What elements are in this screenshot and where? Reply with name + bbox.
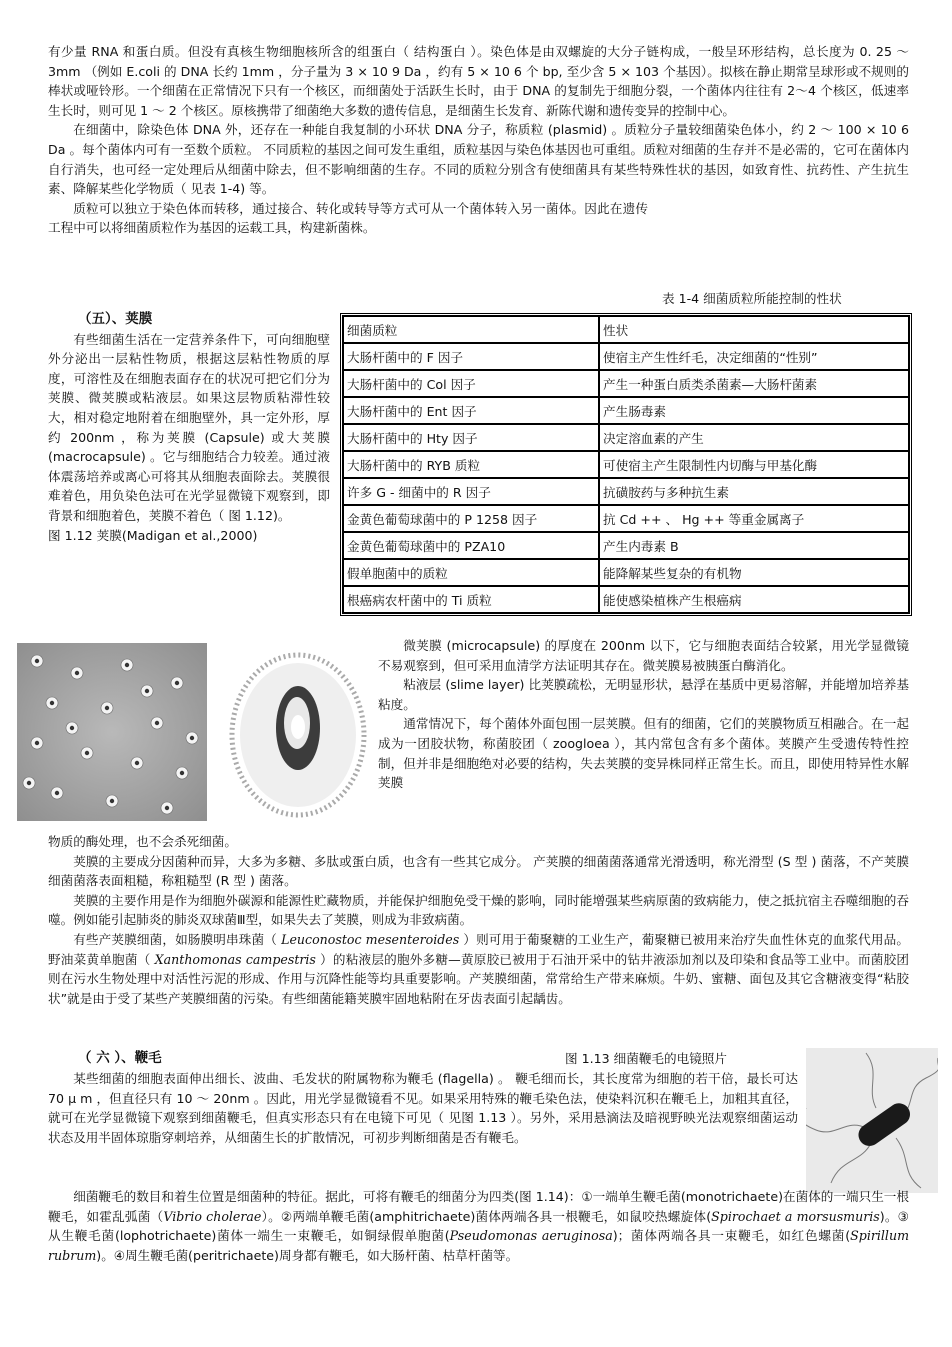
bacterial-cell bbox=[55, 791, 59, 795]
table-row bbox=[343, 559, 909, 586]
species-spirillum: Spirillum rubrum bbox=[48, 1228, 910, 1263]
bacterial-cell bbox=[125, 663, 129, 667]
capsule-photo-negative-stain bbox=[17, 643, 207, 821]
trait-cell: 性状 bbox=[599, 316, 909, 343]
plasmid-cell: 细菌质粒 bbox=[343, 316, 599, 343]
bacterial-cell bbox=[145, 689, 149, 693]
paragraph-capsule-industry: 有些产荚膜细菌，如肠膜明串珠菌（ Leuconostoc mesenteroides ）则可用于葡聚糖的工业生产，葡聚糖已被用来治疗失血性休克的血浆代用品。野油菜黄单胞菌（ Xanthomonas campestris ）的粘液层的胞外多糖—黄原胶已被用于石油开采中的钻井液添加剂以及印染和食品等工业中。而菌胶团则在污水生物处理中对活性污泥的形成、作用与沉降性能等均具重要影响。产荚膜细菌，常常给生产带来麻烦。牛奶、蜜糖、面包及其它含糖液变得“粘胶状”就是由于受了某些产荚膜细菌的污染。有些细菌能籍荚膜牢固地粘附在牙齿表面引起龋齿。 bbox=[48, 931, 909, 1006]
paragraph-capsule-function: 荚膜的主要作用是作为细胞外碳源和能源性贮藏物质，并能保护细胞免受干燥的影响，同时能增强某些病原菌的致病能力，使之抵抗宿主吞噬细胞的吞噬。例如能引起肺炎的肺炎双球菌Ⅲ型，如果失去了荚膜，则成为非致病菌。 bbox=[48, 892, 909, 928]
species-pseudomonas: Pseudomonas aeruginosa bbox=[449, 1228, 613, 1244]
plasmid-cell: 金黄色葡萄球菌中的 PZA10 bbox=[343, 532, 599, 559]
plasmid-cell: 假单胞菌中的质粒 bbox=[343, 559, 599, 586]
figure-caption-1-13: 图 1.13 细菌鞭毛的电镜照片 bbox=[565, 1051, 727, 1066]
paragraph-plasmid-transfer: 质粒可以独立于染色体而转移，通过接合、转化或转导等方式可从一个菌体转入另一菌体。因此在遗传工程中可以将细菌质粒作为基因的运载工具，构建新菌株。 bbox=[48, 200, 648, 236]
plasmid-cell: 大肠杆菌中的 Col 因子 bbox=[343, 370, 599, 397]
bacterial-cell bbox=[190, 736, 194, 740]
capsule-photo-electron-micrograph bbox=[222, 643, 374, 821]
trait-cell: 能使感染植株产生根癌病 bbox=[599, 586, 909, 613]
bacterial-cell bbox=[155, 721, 159, 725]
flagella-electron-micrograph bbox=[806, 1048, 938, 1193]
bacterial-cell bbox=[180, 771, 184, 775]
plasmid-cell: 根癌病农杆菌中的 Ti 质粒 bbox=[343, 586, 599, 613]
trait-cell: 抗 Cd ++ 、 Hg ++ 等重金属离子 bbox=[599, 505, 909, 532]
trait-cell: 能降解某些复杂的有机物 bbox=[599, 559, 909, 586]
bacterial-cell bbox=[35, 741, 39, 745]
bacterial-cell bbox=[70, 726, 74, 730]
table-row bbox=[343, 586, 909, 613]
plasmid-table bbox=[340, 313, 912, 616]
bacterial-cell bbox=[110, 799, 114, 803]
bacterial-cell bbox=[105, 706, 109, 710]
plasmid-cell: 大肠杆菌中的 F 因子 bbox=[343, 343, 599, 370]
bacterial-cell bbox=[135, 761, 139, 765]
table-row bbox=[343, 505, 909, 532]
paragraph-capsule: 有些细菌生活在一定营养条件下，可向细胞壁外分泌出一层粘性物质，根据这层粘性物质的厚度，可溶性及在细胞表面存在的状况可把它们分为荚膜、微荚膜或粘液层。如果这层物质粘滞性较大，相对稳定地附着在细胞壁外，具一定外形，厚约 200nm ，称为荚膜 (Capsule) 或大荚膜 (macrocapsule) 。它与细胞结合力较差。通过液体震荡培养或离心可将其从细胞表面除去。荚膜很难着色，用负染色法可在光学显微镜下观察到，即背景和细胞着色，荚膜不着色（ 图 1.12)。 bbox=[48, 331, 330, 523]
paragraph-plasmid: 在细菌中，除染色体 DNA 外，还存在一种能自我复制的小环状 DNA 分子，称质粒 (plasmid) 。质粒分子量较细菌染色体小，约 2 ～ 100 × 10 6 Da 。每个菌体内可有一至数个质粒。 不同质粒的基因之间可发生重组，质粒基因与染色体基因也可重组。质粒对细菌的生存并不是必需的，它可在菌体内自行消失，也可经一定处理后从细菌中除去，但不影响细菌的生存。不同的质粒分别含有使细菌具有某些特殊性状的基因，如致育性、抗药性、产生抗生素、降解某些化学物质（ 见表 1-4) 等。 bbox=[48, 122, 909, 197]
figure-caption-1-12: 图 1.12 荚膜(Madigan et al.,2000) bbox=[48, 527, 258, 543]
species-vibrio: Vibrio cholerae bbox=[163, 1208, 262, 1224]
bacterial-cell bbox=[27, 781, 31, 785]
trait-cell: 决定溶血素的产生 bbox=[599, 424, 909, 451]
trait-cell: 抗磺胺药与多种抗生素 bbox=[599, 478, 909, 505]
bacterial-cell bbox=[50, 701, 54, 705]
paragraph-zoogloea-continued: 物质的酶处理，也不会杀死细菌。 bbox=[48, 834, 237, 849]
table-row bbox=[343, 478, 909, 505]
table-row bbox=[343, 370, 909, 397]
table-row bbox=[343, 343, 909, 370]
table-row bbox=[343, 451, 909, 478]
species-xanthomonas: Xanthomonas campestris bbox=[154, 951, 316, 967]
bacterial-cell bbox=[35, 659, 39, 663]
plasmid-cell: 大肠杆菌中的 RYB 质粒 bbox=[343, 451, 599, 478]
trait-cell: 产生内毒素 B bbox=[599, 532, 909, 559]
paragraph-chromosome: 有少量 RNA 和蛋白质。但没有真核生物细胞核所含的组蛋白（ 结构蛋白 ）。染色体是由双螺旋的大分子链构成，一般呈环形结构，总长度为 0. 25 ～ 3mm （例如 E.coli 的 DNA 长约 1mm ，分子量为 3 × 10 9 Da ，约有 5 × 10 6 个 bp, 至少含 5 × 103 个基因）。拟核在静止期常呈球形或不规则的棒状或哑铃形。一个细菌在正常情况下只有一个核区，而细菌处于活跃生长时，由于 DNA 的复制先于细胞分裂，一个菌体内往往有 2～4 个核区，低速率生长时，则可见 1 ～ 2 个核区。原核携带了细菌绝大多数的遗传信息，是细菌生长发育、新陈代谢和遗传变异的控制中心。 bbox=[48, 44, 909, 118]
table-caption: 表 1-4 细菌质粒所能控制的性状 bbox=[662, 291, 842, 306]
trait-cell: 可使宿主产生限制性内切酶与甲基化酶 bbox=[599, 451, 909, 478]
table-header-row bbox=[343, 316, 909, 343]
table-row bbox=[343, 532, 909, 559]
species-spirochaeta: Spirochaet a morsusmuris bbox=[711, 1208, 880, 1224]
trait-cell: 产生肠毒素 bbox=[599, 397, 909, 424]
bacterial-cell bbox=[165, 806, 169, 810]
bacterial-cell bbox=[85, 751, 89, 755]
paragraph-microcapsule: 微荚膜 (microcapsule) 的厚度在 200nm 以下，它与细胞表面结合较紧，用光学显微镜不易观察到，但可采用血清学方法证明其存在。微荚膜易被胰蛋白酶消化。 bbox=[378, 638, 909, 673]
bacterial-cell bbox=[75, 671, 79, 675]
paragraph-slime-layer: 粘液层 (slime layer) 比荚膜疏松，无明显形状，悬浮在基质中更易溶解，并能增加培养基粘度。 bbox=[378, 677, 909, 712]
table-row bbox=[343, 397, 909, 424]
plasmid-cell: 许多 G - 细菌中的 R 因子 bbox=[343, 478, 599, 505]
trait-cell: 使宿主产生性纤毛，决定细菌的“性别” bbox=[599, 343, 909, 370]
bacterial-cell bbox=[175, 681, 179, 685]
plasmid-cell: 大肠杆菌中的 Ent 因子 bbox=[343, 397, 599, 424]
section-title-flagella: （ 六 ）、鞭毛 bbox=[78, 1050, 162, 1066]
species-leuconostoc: Leuconostoc mesenteroides bbox=[281, 931, 460, 947]
paragraph-capsule-composition: 荚膜的主要成分因菌种而异，大多为多糖、多肽或蛋白质，也含有一些其它成分。 产荚膜的细菌菌落通常光滑透明，称光滑型 (S 型 ) 菌落，不产荚膜细菌菌落表面粗糙，称粗糙型 (R 型 ) 菌落。 bbox=[48, 853, 909, 889]
section-title-capsule: （五）、荚膜 bbox=[78, 311, 153, 327]
plasmid-cell: 大肠杆菌中的 Hty 因子 bbox=[343, 424, 599, 451]
paragraph-flagella-types: 细菌鞭毛的数目和着生位置是细菌种的特征。据此，可将有鞭毛的细菌分为四类(图 1.14)：①一端单生鞭毛菌(monotrichaete)在菌体的一端只生一根鞭毛，如霍乱弧菌（Vibrio cholerae）。②两端单鞭毛菌(amphitrichaete)菌体两端各具一根鞭毛，如鼠咬热螺旋体(Spirochaet a morsusmuris)。③从生鞭毛菌(lophotrichaete)菌体一端生一束鞭毛，如铜绿假单胞菌(Pseudomonas aeruginosa)；菌体两端各具一束鞭毛，如红色螺菌(Spirillum rubrum)。④周生鞭毛菌(peritrichaete)周身都有鞭毛，如大肠杆菌、枯草杆菌等。 bbox=[48, 1189, 910, 1263]
paragraph-flagella: 某些细菌的细胞表面伸出细长、波曲、毛发状的附属物称为鞭毛 (flagella) 。 鞭毛细而长，其长度常为细胞的若干倍，最长可达 70 μ m ，但直径只有 10 ～ 20nm 。因此，用光学显微镜看不见。如果采用特殊的鞭毛染色法，使染料沉积在鞭毛上，加粗其直径，就可在光学显微镜下观察到细菌鞭毛，但真实形态只有在电镜下可见（ 见图 1.13 ）。另外，采用悬滴法及暗视野映光法观察细菌运动状态及用半固体琼脂穿刺培养，从细菌生长的扩散情况，可初步判断细菌是否有鞭毛。 bbox=[48, 1071, 798, 1145]
paragraph-zoogloea: 通常情况下，每个菌体外面包围一层荚膜。但有的细菌，它们的荚膜物质互相融合。在一起成为一团胶状物，称菌胶团（ zoogloea ），其内常包含有多个菌体。荚膜产生受遗传特性控制，但并非是细胞绝对必要的结构，失去荚膜的变异株同样正常生长。而且，即使用特异性水解荚膜 bbox=[378, 716, 909, 791]
table-row bbox=[343, 424, 909, 451]
trait-cell: 产生一种蛋白质类杀菌素—大肠杆菌素 bbox=[599, 370, 909, 397]
plasmid-cell: 金黄色葡萄球菌中的 P 1258 因子 bbox=[343, 505, 599, 532]
